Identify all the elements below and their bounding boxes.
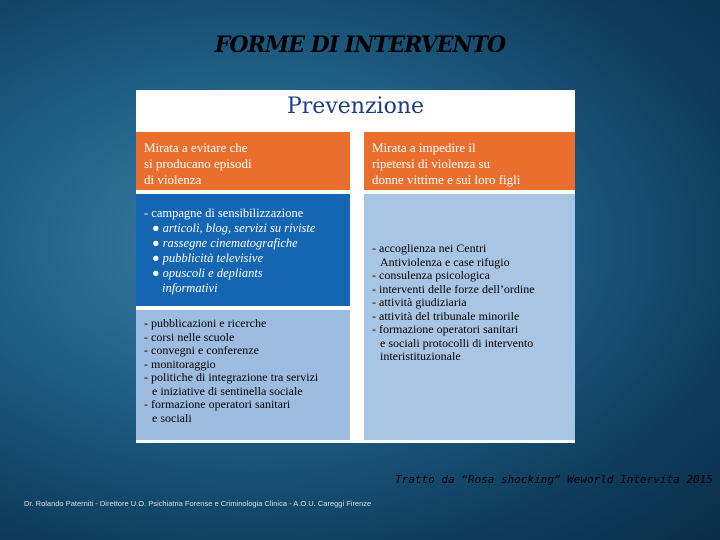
intervention-item: - accoglienza nei Centri (372, 241, 487, 255)
intervention-item: - attività giudiziaria (372, 295, 467, 309)
activity-item: - corsi nelle scuole (144, 329, 235, 344)
campaign-item: ● opuscoli e depliants (152, 266, 263, 280)
right-header-line: Mirata a impedire il (372, 140, 476, 155)
activity-item: - pubblicazioni e ricerche (144, 316, 267, 330)
footer-text: Dr. Rolando Paterniti - Direttore U.O. Psichiatria Forense e Criminologia Clinica - A.O.U. Careggi Firenze (24, 499, 372, 508)
figure-heading: Prevenzione (286, 94, 425, 119)
left-header-line: di violenza (144, 172, 202, 187)
activity-item: - monitoraggio (144, 356, 216, 371)
right-activities-box (364, 194, 575, 440)
campaign-item: ● articoli, blog, servizi su riviste (152, 221, 316, 235)
intervention-item: Antiviolenza e case rifugio (380, 254, 510, 269)
activity-item: e iniziative di sentinella sociale (152, 383, 303, 398)
intervention-item: - interventi delle forze dell’ordine (372, 281, 535, 296)
activity-item: - formazione operatori sanitari (144, 397, 291, 411)
right-header-box (364, 132, 575, 190)
right-header-line: donne vittime e sui loro figli (372, 172, 521, 187)
activity-item: e sociali (152, 410, 192, 425)
intervention-item: e sociali protocolli di intervento (380, 335, 534, 350)
left-header-box (136, 132, 350, 190)
campaign-item: informativi (162, 281, 218, 295)
left-header-line: si producano episodi (144, 156, 252, 171)
intervention-item: - formazione operatori sanitari (372, 322, 519, 336)
left-header-line: Mirata a evitare che (144, 140, 248, 155)
activity-item: - convegni e conferenze (144, 343, 259, 357)
right-header-line: ripetersi di violenza su (372, 156, 491, 171)
campaign-item: ● rassegne cinematografiche (152, 236, 298, 250)
left-activities-box (136, 310, 350, 440)
left-campaign-box (136, 194, 350, 306)
prevention-figure (136, 90, 575, 443)
intervention-item: interistituzionale (380, 349, 461, 363)
intervention-item: - consulenza psicologica (372, 268, 490, 282)
campaign-item: ● pubblicità televisive (152, 251, 263, 265)
activity-item: - politiche di integrazione tra servizi (144, 370, 319, 384)
source-credit: Tratto da “Rosa shocking” Weworld Intervita 2015 (395, 473, 713, 486)
campaign-item: - campagne di sensibilizzazione (144, 206, 304, 220)
intervention-item: - attività del tribunale minorile (372, 308, 520, 323)
slide-title: FORME DI INTERVENTO (214, 32, 506, 58)
